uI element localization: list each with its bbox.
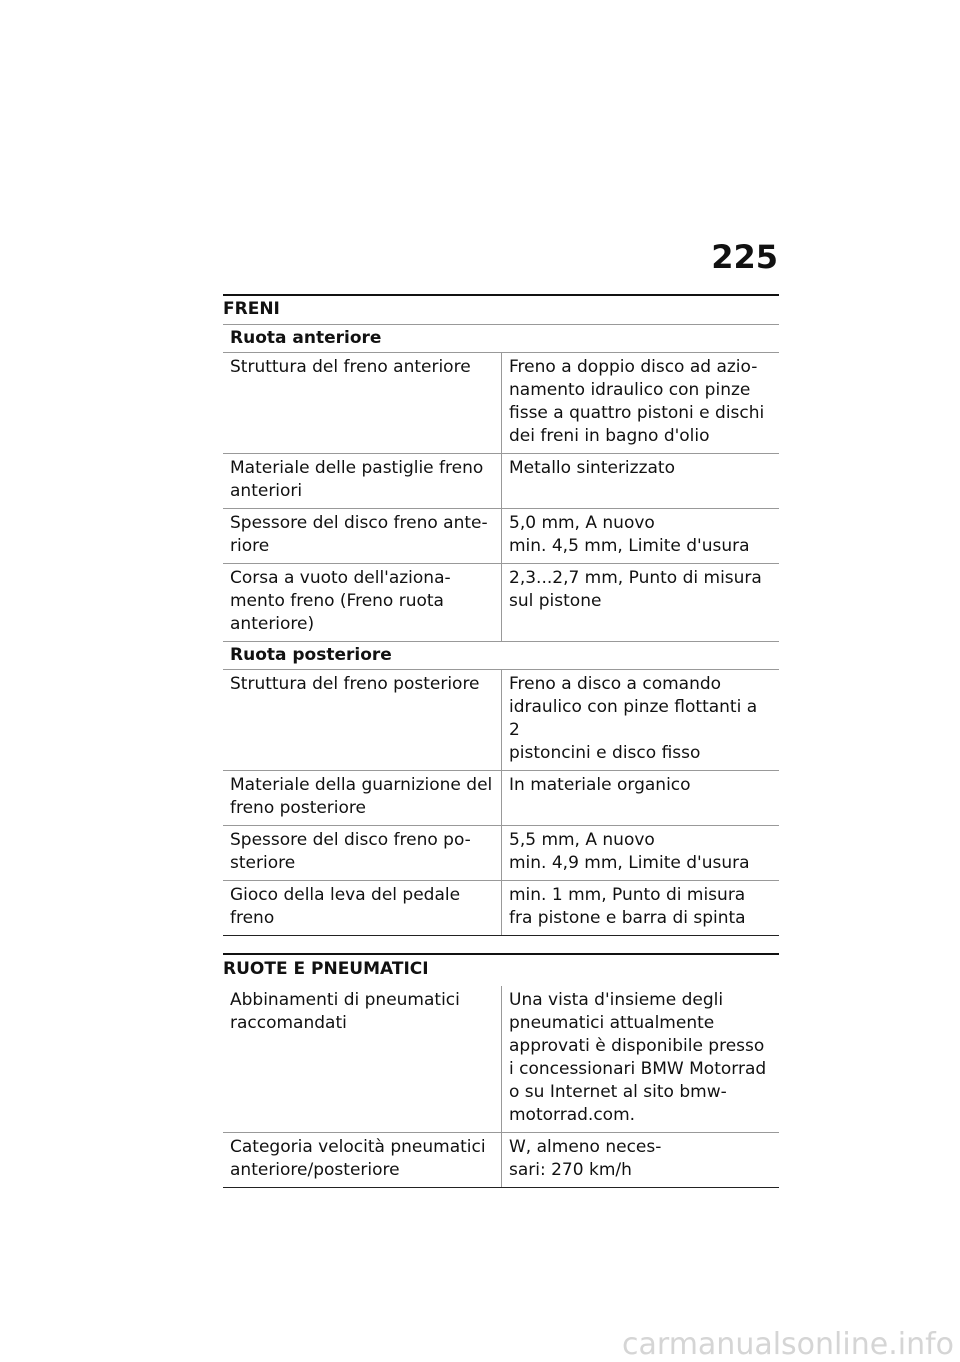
table-row (223, 826, 779, 881)
watermark: carmanualsonline.info (622, 1327, 954, 1362)
spec-label: Spessore del disco freno po-steriore (223, 826, 502, 881)
spec-value-line: sul pistone (509, 591, 602, 611)
subheading-rear: Ruota posteriore (223, 642, 779, 670)
spec-value (502, 670, 780, 771)
freni-table (223, 324, 779, 936)
table-row (223, 986, 779, 1133)
spec-value-line: namento idraulico con pinze (509, 380, 751, 400)
spec-value (502, 353, 780, 454)
ruote-table (223, 986, 779, 1188)
table-row (223, 771, 779, 826)
subheading-front-row (223, 325, 779, 353)
spec-label: Struttura del freno anteriore (223, 353, 502, 454)
spec-value (502, 986, 780, 1133)
spec-value-line: fra pistone e barra di spinta (509, 908, 746, 928)
spec-value-line: min. 1 mm, Punto di misura (509, 885, 746, 905)
section-title-ruote: RUOTE E PNEUMATICI (223, 953, 779, 986)
spec-value-line: 5,0 mm, A nuovo (509, 513, 655, 533)
spec-value-line: dei freni in bagno d'olio (509, 426, 710, 446)
spec-value-line: pistoncini e disco fisso (509, 743, 701, 763)
table-row (223, 881, 779, 936)
spec-value-line: min. 4,5 mm, Limite d'usura (509, 536, 750, 556)
rear-rows (223, 670, 779, 936)
spec-value-line: min. 4,9 mm, Limite d'usura (509, 853, 750, 873)
spec-label: Gioco della leva del pedale freno (223, 881, 502, 936)
spec-value-line: o su Internet al sito bmw- (509, 1082, 727, 1102)
table-row (223, 454, 779, 509)
subheading-rear-row (223, 642, 779, 670)
spec-value (502, 509, 780, 564)
spec-value (502, 1133, 780, 1188)
spec-value-line: sari: 270 km/h (509, 1160, 632, 1180)
content (223, 294, 779, 1188)
spec-value (502, 564, 780, 642)
spec-value (502, 454, 780, 509)
spec-label: Struttura del freno posteriore (223, 670, 502, 771)
spec-value-line: approvati è disponibile presso (509, 1036, 765, 1056)
spec-value-line: 5,5 mm, A nuovo (509, 830, 655, 850)
front-rows (223, 353, 779, 642)
spec-value-line: Una vista d'insieme degli (509, 990, 724, 1010)
subheading-front: Ruota anteriore (223, 325, 779, 353)
spec-value-line: Freno a disco a comando (509, 674, 722, 694)
table-row (223, 670, 779, 771)
page-number: 225 (711, 238, 778, 276)
spec-value-line: Freno a doppio disco ad azio- (509, 357, 758, 377)
spec-value-line: idraulico con pinze flottanti a 2 (509, 697, 758, 740)
table-row (223, 509, 779, 564)
table-row (223, 353, 779, 454)
spec-label: Corsa a vuoto dell'aziona-mento freno (Freno ruota anteriore) (223, 564, 502, 642)
spec-value-line: motorrad.com. (509, 1105, 636, 1125)
spec-label: Abbinamenti di pneumatici raccomandati (223, 986, 502, 1133)
spec-value-line: i concessionari BMW Motorrad (509, 1059, 767, 1079)
table-row (223, 1133, 779, 1188)
spec-label: Materiale della guarnizione del freno posteriore (223, 771, 502, 826)
table-row (223, 564, 779, 642)
spec-value-line: 2,3...2,7 mm, Punto di misura (509, 568, 762, 588)
spec-value (502, 771, 780, 826)
spec-label: Categoria velocità pneumatici anteriore/posteriore (223, 1133, 502, 1188)
ruote-rows (223, 986, 779, 1188)
spec-label: Spessore del disco freno ante-riore (223, 509, 502, 564)
spec-value-line: pneumatici attualmente (509, 1013, 715, 1033)
spec-label: Materiale delle pastiglie freno anteriori (223, 454, 502, 509)
spec-value (502, 826, 780, 881)
spec-value-line: fisse a quattro pistoni e dischi (509, 403, 765, 423)
spec-value (502, 881, 780, 936)
spec-value-line: Metallo sinterizzato (509, 458, 675, 478)
section-title-freni: FRENI (223, 294, 779, 324)
spec-value-line: In materiale organico (509, 775, 691, 795)
spec-value-line: W, almeno neces- (509, 1137, 662, 1157)
